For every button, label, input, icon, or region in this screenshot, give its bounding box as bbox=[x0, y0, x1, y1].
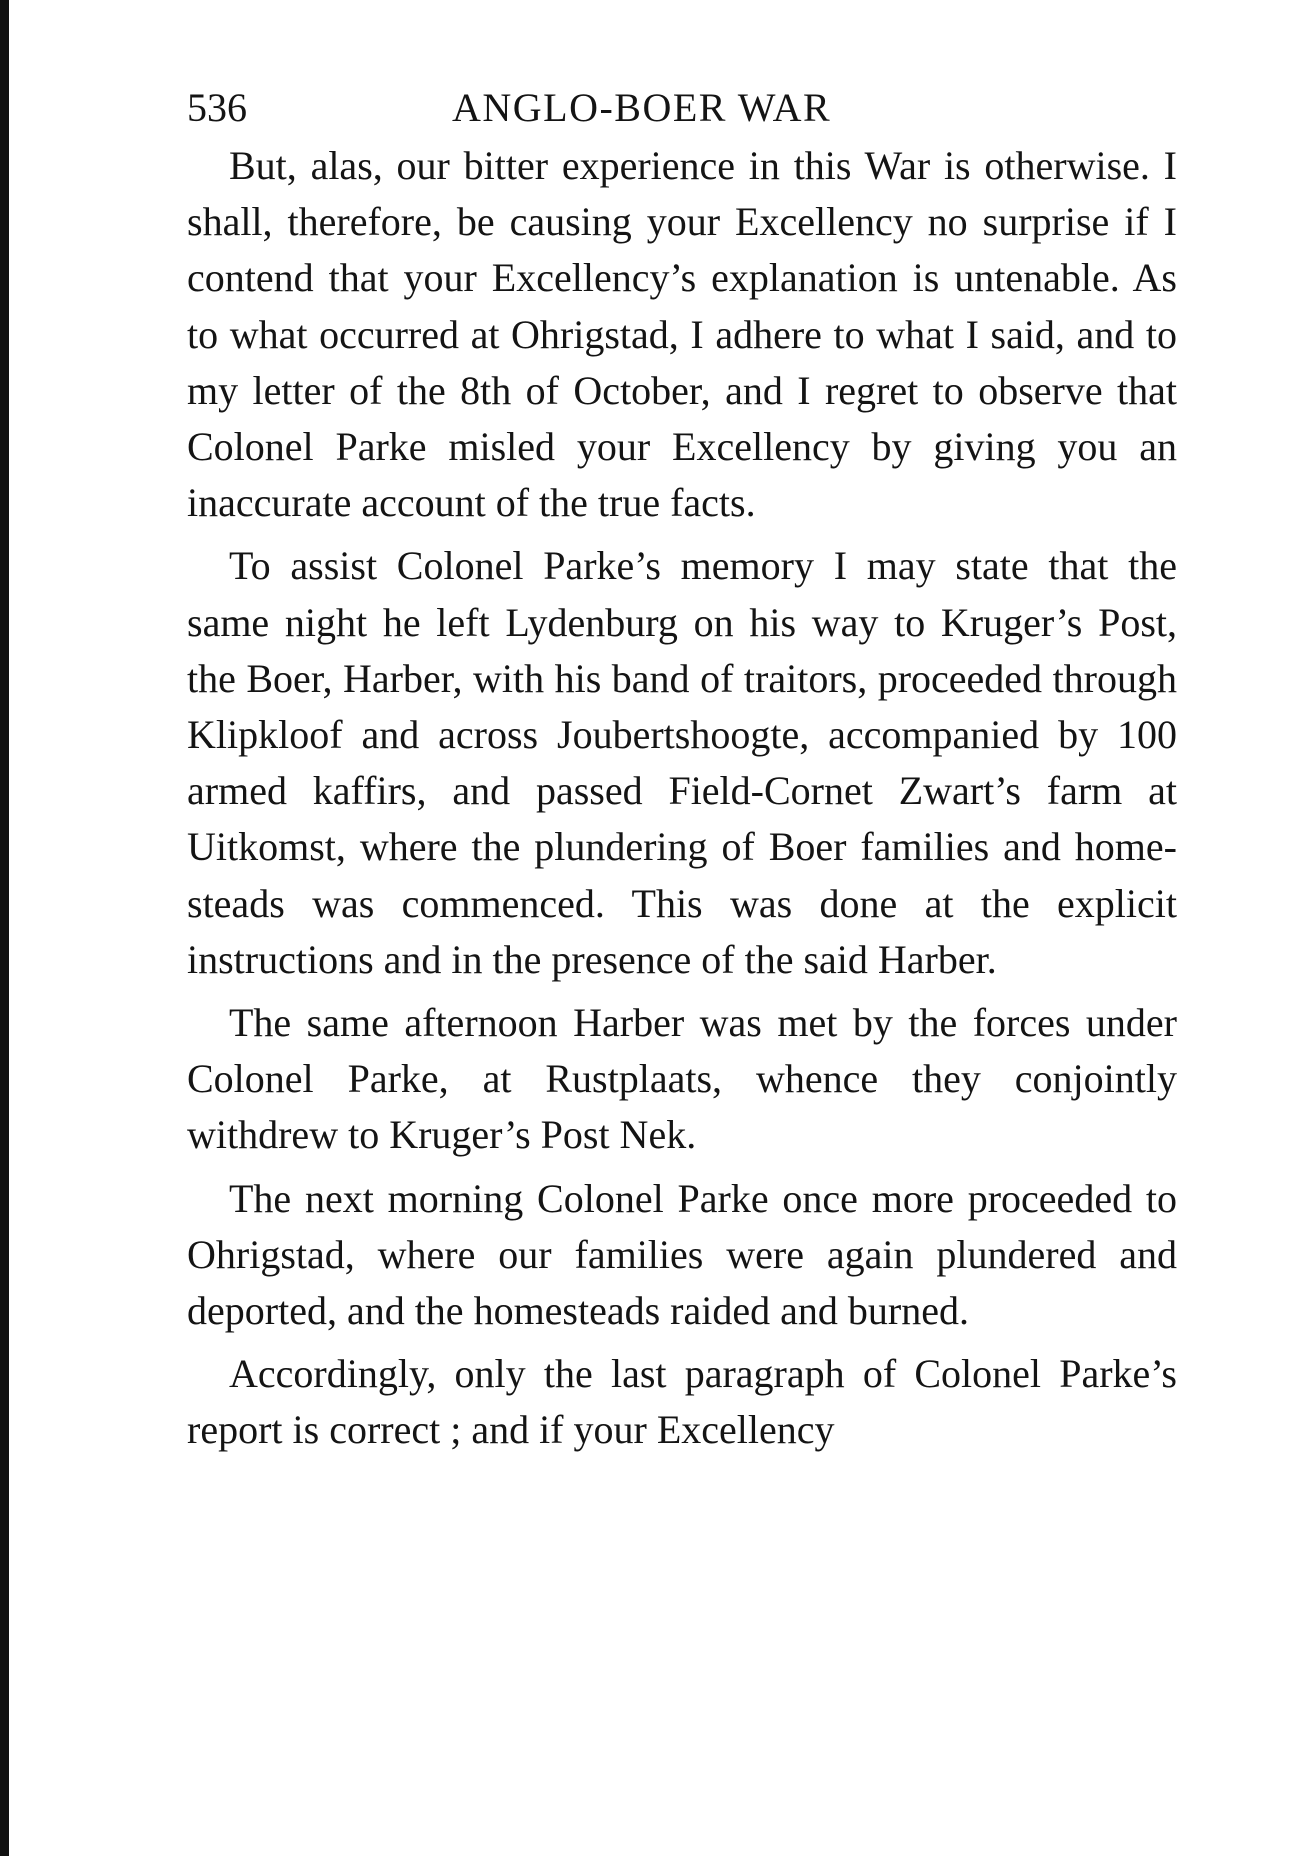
paragraph: To assist Colonel Parke’s memory I may state that the same night he left Lydenburg on his way to Kruger’s Post, the Boer, Harber, with his band of traitors, proceeded through Klipkloof and across Joubertshoogte, accompanied by 100 armed kaffirs, and passed Field-Cornet Zwart’s farm at Uitkomst, where the plundering of Boer families and homesteads was commenced. This was done at the explicit instructions and in the presence of the said Harber. bbox=[187, 543, 1177, 982]
paragraph: But, alas, our bitter experience in this War is otherwise. I shall, therefore, be causing your Excellency no surprise if I contend that your Excellency’s explanation is untenable. As to what occurred at Ohrigstad, I adhere to what I said, and to my letter of the 8th of October, and I regret to observe that Colonel Parke misled your Excellency by giving you an inaccurate account of the true facts. bbox=[187, 143, 1177, 526]
binding-edge bbox=[0, 0, 9, 1856]
running-head bbox=[187, 78, 1177, 138]
running-title: ANGLO-BOER WAR bbox=[452, 85, 832, 130]
paragraph: The next morning Colonel Parke once more proceeded to Ohrigstad, where our families were again plundered and deported, and the homesteads raided and burned. bbox=[187, 1175, 1177, 1334]
body-text bbox=[187, 138, 1177, 1459]
paragraph: Accordingly, only the last paragraph of Colonel Parke’s report is correct ; and if your Excellency bbox=[187, 1351, 1177, 1453]
book-page bbox=[187, 78, 1177, 1459]
page-number: 536 bbox=[187, 85, 247, 130]
paragraph: The same afternoon Harber was met by the forces under Colonel Parke, at Rustplaats, whence they conjointly withdrew to Kruger’s Post Nek. bbox=[187, 1000, 1177, 1158]
